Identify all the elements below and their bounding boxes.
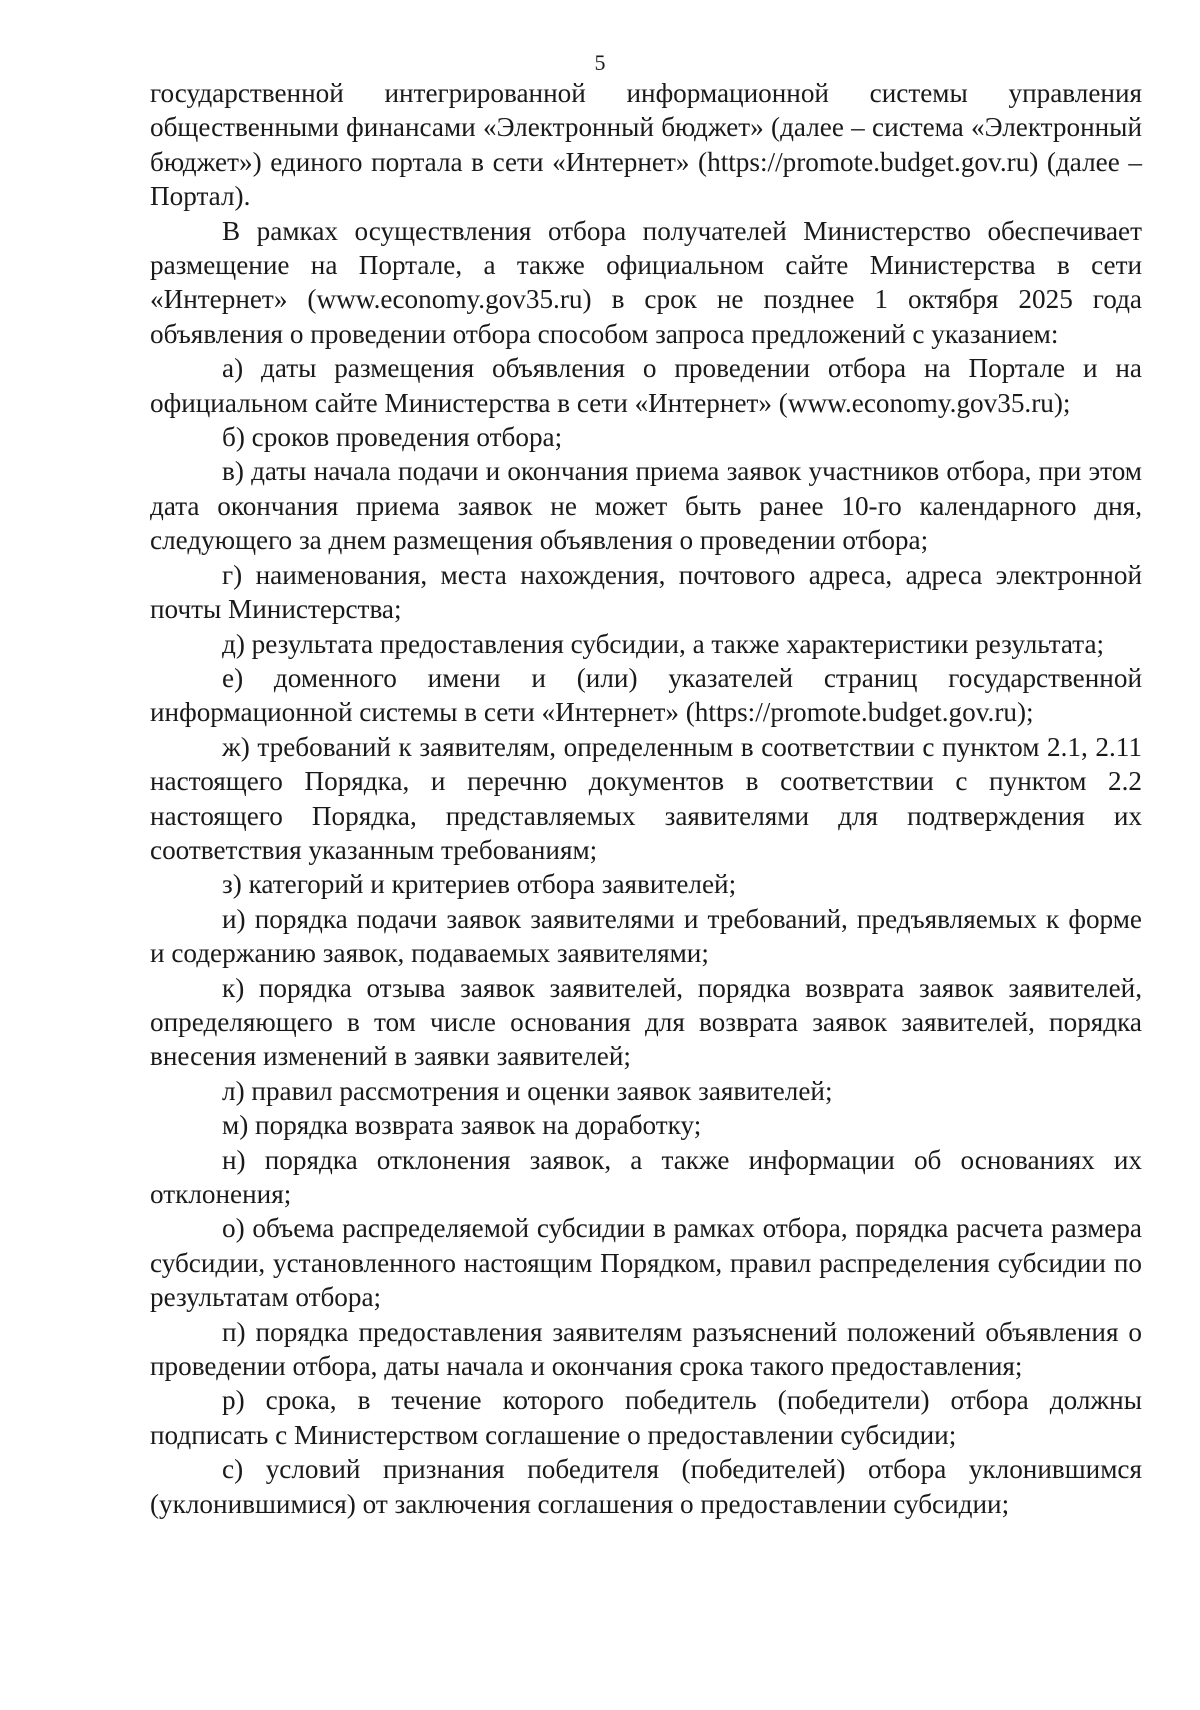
list-item-v: в) даты начала подачи и окончания приема заявок участников отбора, при этом дата окончания приема заявок не может быть ранее 10-го календарного дня, следующего за днем размещения объявления о проведении отбора; (150, 456, 1142, 556)
list-item-l: л) правил рассмотрения и оценки заявок заявителей; (222, 1075, 833, 1106)
list-item-g: г) наименования, места нахождения, почтового адреса, адреса электронной почты Министерства; (150, 559, 1142, 625)
list-item-a: а) даты размещения объявления о проведении отбора на Портале и на официальном сайте Министерства в сети «Интернет» (www.economy.gov35.ru); (150, 353, 1142, 418)
list-item-n: н) порядка отклонения заявок, а также информации об основаниях их отклонения; (150, 1144, 1142, 1209)
list-item-d: д) результата предоставления субсидии, а также характеристики результата; (222, 628, 1105, 659)
list-item-m: м) порядка возврата заявок на доработку; (222, 1110, 702, 1141)
paragraph-intro: В рамках осуществления отбора получателей Министерство обеспечивает размещение на Портале, а также официальном сайте Министерства в сети «Интернет» (www.economy.gov35.ru) в срок не позднее 1 октября 2025 года объявления о проведении отбора способом запроса предложений с указанием: (150, 215, 1142, 349)
list-item-k: к) порядка отзыва заявок заявителей, порядка возврата заявок заявителей, определяющего в том числе основания для возврата заявок заявителей, порядка внесения изменений в заявки заявителей; (150, 972, 1142, 1072)
list-item-e: е) доменного имени и (или) указателей страниц государственной информационной системы в сети «Интернет» (https://promote.budget.gov.ru); (150, 662, 1142, 728)
list-item-p: п) порядка предоставления заявителям разъяснений положений объявления о проведении отбора, даты начала и окончания срока такого предоставления; (150, 1316, 1142, 1382)
page-number: 5 (594, 50, 606, 75)
list-item-zh: ж) требований к заявителям, определенным в соответствии с пунктом 2.1, 2.11 настоящего Порядка, и перечню документов в соответствии с пунктом 2.2 настоящего Порядка, представляемых заявителями для подтверждения их соответствия указанным требованиям; (150, 731, 1142, 865)
list-item-s: с) условий признания победителя (победителей) отбора уклонившимся (уклонившимися) от заключения соглашения о предоставлении субсидии; (150, 1454, 1142, 1519)
list-item-i: и) порядка подачи заявок заявителями и требований, предъявляемых к форме и содержанию заявок, подаваемых заявителями; (150, 903, 1142, 969)
document-body (150, 76, 1142, 1521)
list-item-b: б) сроков проведения отбора; (222, 422, 563, 453)
paragraph-continuation: государственной интегрированной информационной системы управления общественными финансами «Электронный бюджет» (далее – система «Электронный бюджет») единого портала в сети «Интернет» (https://promote.budget.gov.ru) (далее – Портал). (150, 78, 1142, 212)
list-item-r: р) срока, в течение которого победитель (победители) отбора должны подписать с Министерством соглашение о предоставлении субсидии; (150, 1385, 1142, 1450)
list-item-o: о) объема распределяемой субсидии в рамках отбора, порядка расчета размера субсидии, установленного настоящим Порядком, правил распределения субсидии по результатам отбора; (150, 1213, 1142, 1313)
list-item-z: з) категорий и критериев отбора заявителей; (222, 869, 737, 900)
